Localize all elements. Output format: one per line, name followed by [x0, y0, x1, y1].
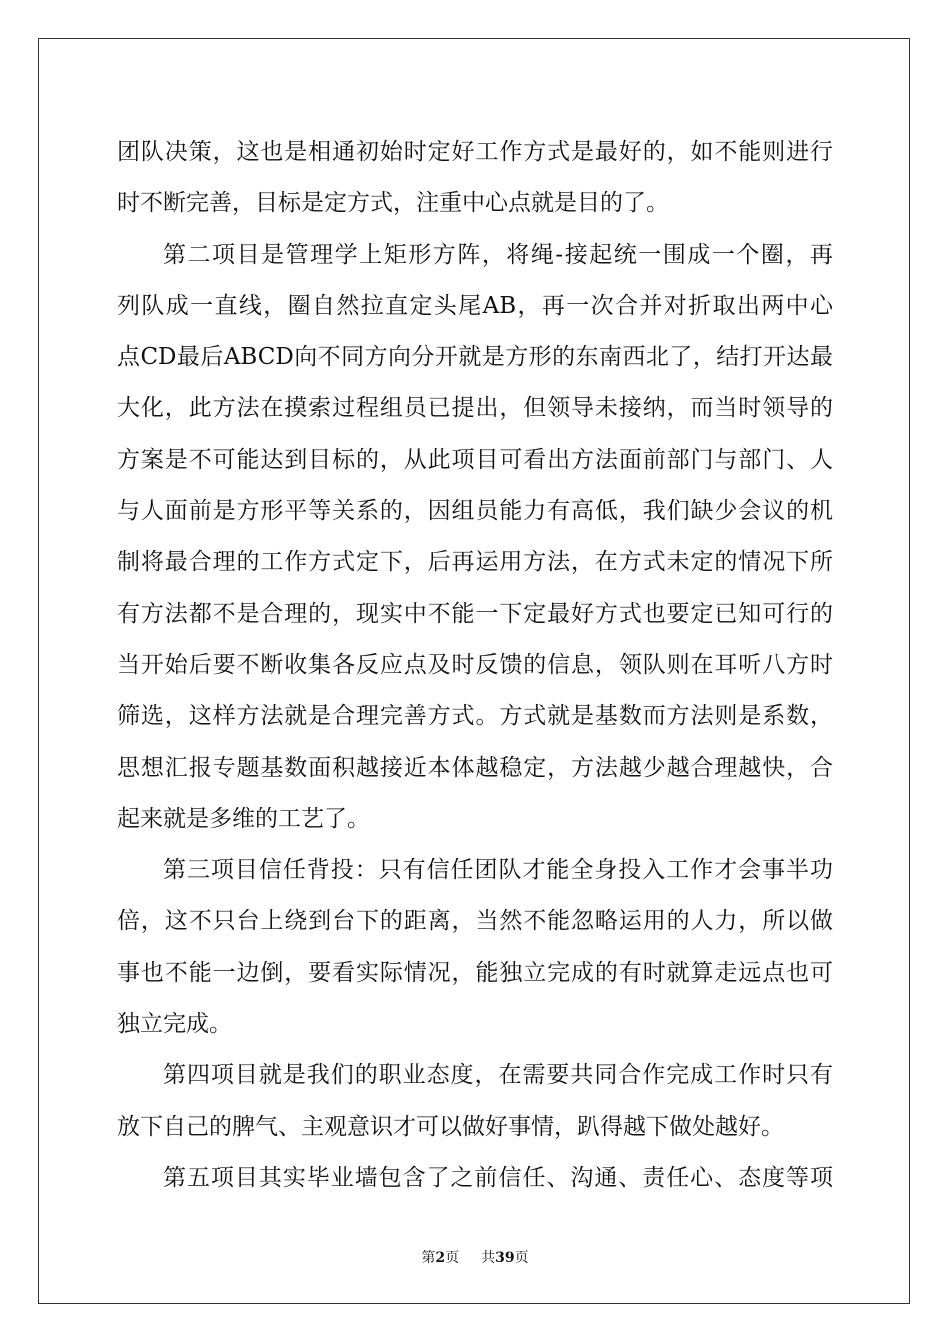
text-line: 筛选，这样方法就是合理完善方式。方式就是基数而方法则是系数，	[117, 703, 833, 730]
text-line: 放下自己的脾气、主观意识才可以做好事情，趴得越下做处越好。	[117, 1113, 784, 1140]
text-line: 倍，这不只台上绕到台下的距离，当然不能忽略运用的人力，所以做	[117, 908, 833, 935]
text-line: 制将最合理的工作方式定下，后再运用方法，在方式未定的情况下所	[117, 549, 833, 576]
text-line: 事也不能一边倒，要看实际情况，能独立完成的有时就算走远点也可	[117, 959, 833, 986]
total-pages: 39	[495, 1250, 515, 1266]
text-line: 独立完成。	[117, 1011, 232, 1038]
text-line: 第二项目是管理学上矩形方阵，将绳-接起统一围成一个圈，再	[163, 241, 833, 268]
text-line: 第三项目信任背投：只有信任团队才能全身投入工作才会事半功	[163, 857, 833, 884]
text-line: 团队决策，这也是相通初始时定好工作方式是最好的，如不能则进行	[117, 139, 833, 165]
text-line: 点CD最后ABCD向不同方向分开就是方形的东南西北了，结打开达最	[117, 344, 833, 371]
page-prefix: 第	[421, 1250, 436, 1266]
text-line: 列队成一直线，圈自然拉直定头尾AB，再一次合并对折取出两中心	[117, 292, 833, 319]
total-prefix: 共	[481, 1250, 496, 1266]
text-line: 大化，此方法在摸索过程组员已提出，但领导未接纳，而当时领导的	[117, 395, 833, 422]
total-suffix: 页	[514, 1250, 529, 1266]
text-line: 思想汇报专题基数面积越接近本体越稳定，方法越少越合理越快，合	[117, 754, 833, 781]
text-line: 有方法都不是合理的，现实中不能一下定最好方式也要定已知可行的	[117, 600, 833, 627]
text-line: 第五项目其实毕业墙包含了之前信任、沟通、责任心、态度等项	[163, 1164, 833, 1191]
text-line: 当开始后要不断收集各反应点及时反馈的信息，领队则在耳听八方时	[117, 651, 833, 678]
page-suffix: 页	[445, 1250, 460, 1266]
page-number: 2	[435, 1250, 446, 1266]
text-line: 时不断完善，目标是定方式，注重中心点就是目的了。	[117, 190, 669, 217]
text-line: 第四项目就是我们的职业态度，在需要共同合作完成工作时只有	[163, 1062, 833, 1089]
document-body	[117, 127, 833, 1204]
page-footer	[0, 1247, 950, 1267]
text-line: 起来就是多维的工艺了。	[117, 805, 370, 832]
text-line: 与人面前是方形平等关系的，因组员能力有高低，我们缺少会议的机	[117, 498, 833, 525]
text-line: 方案是不可能达到目标的，从此项目可看出方法面前部门与部门、人	[117, 446, 833, 473]
